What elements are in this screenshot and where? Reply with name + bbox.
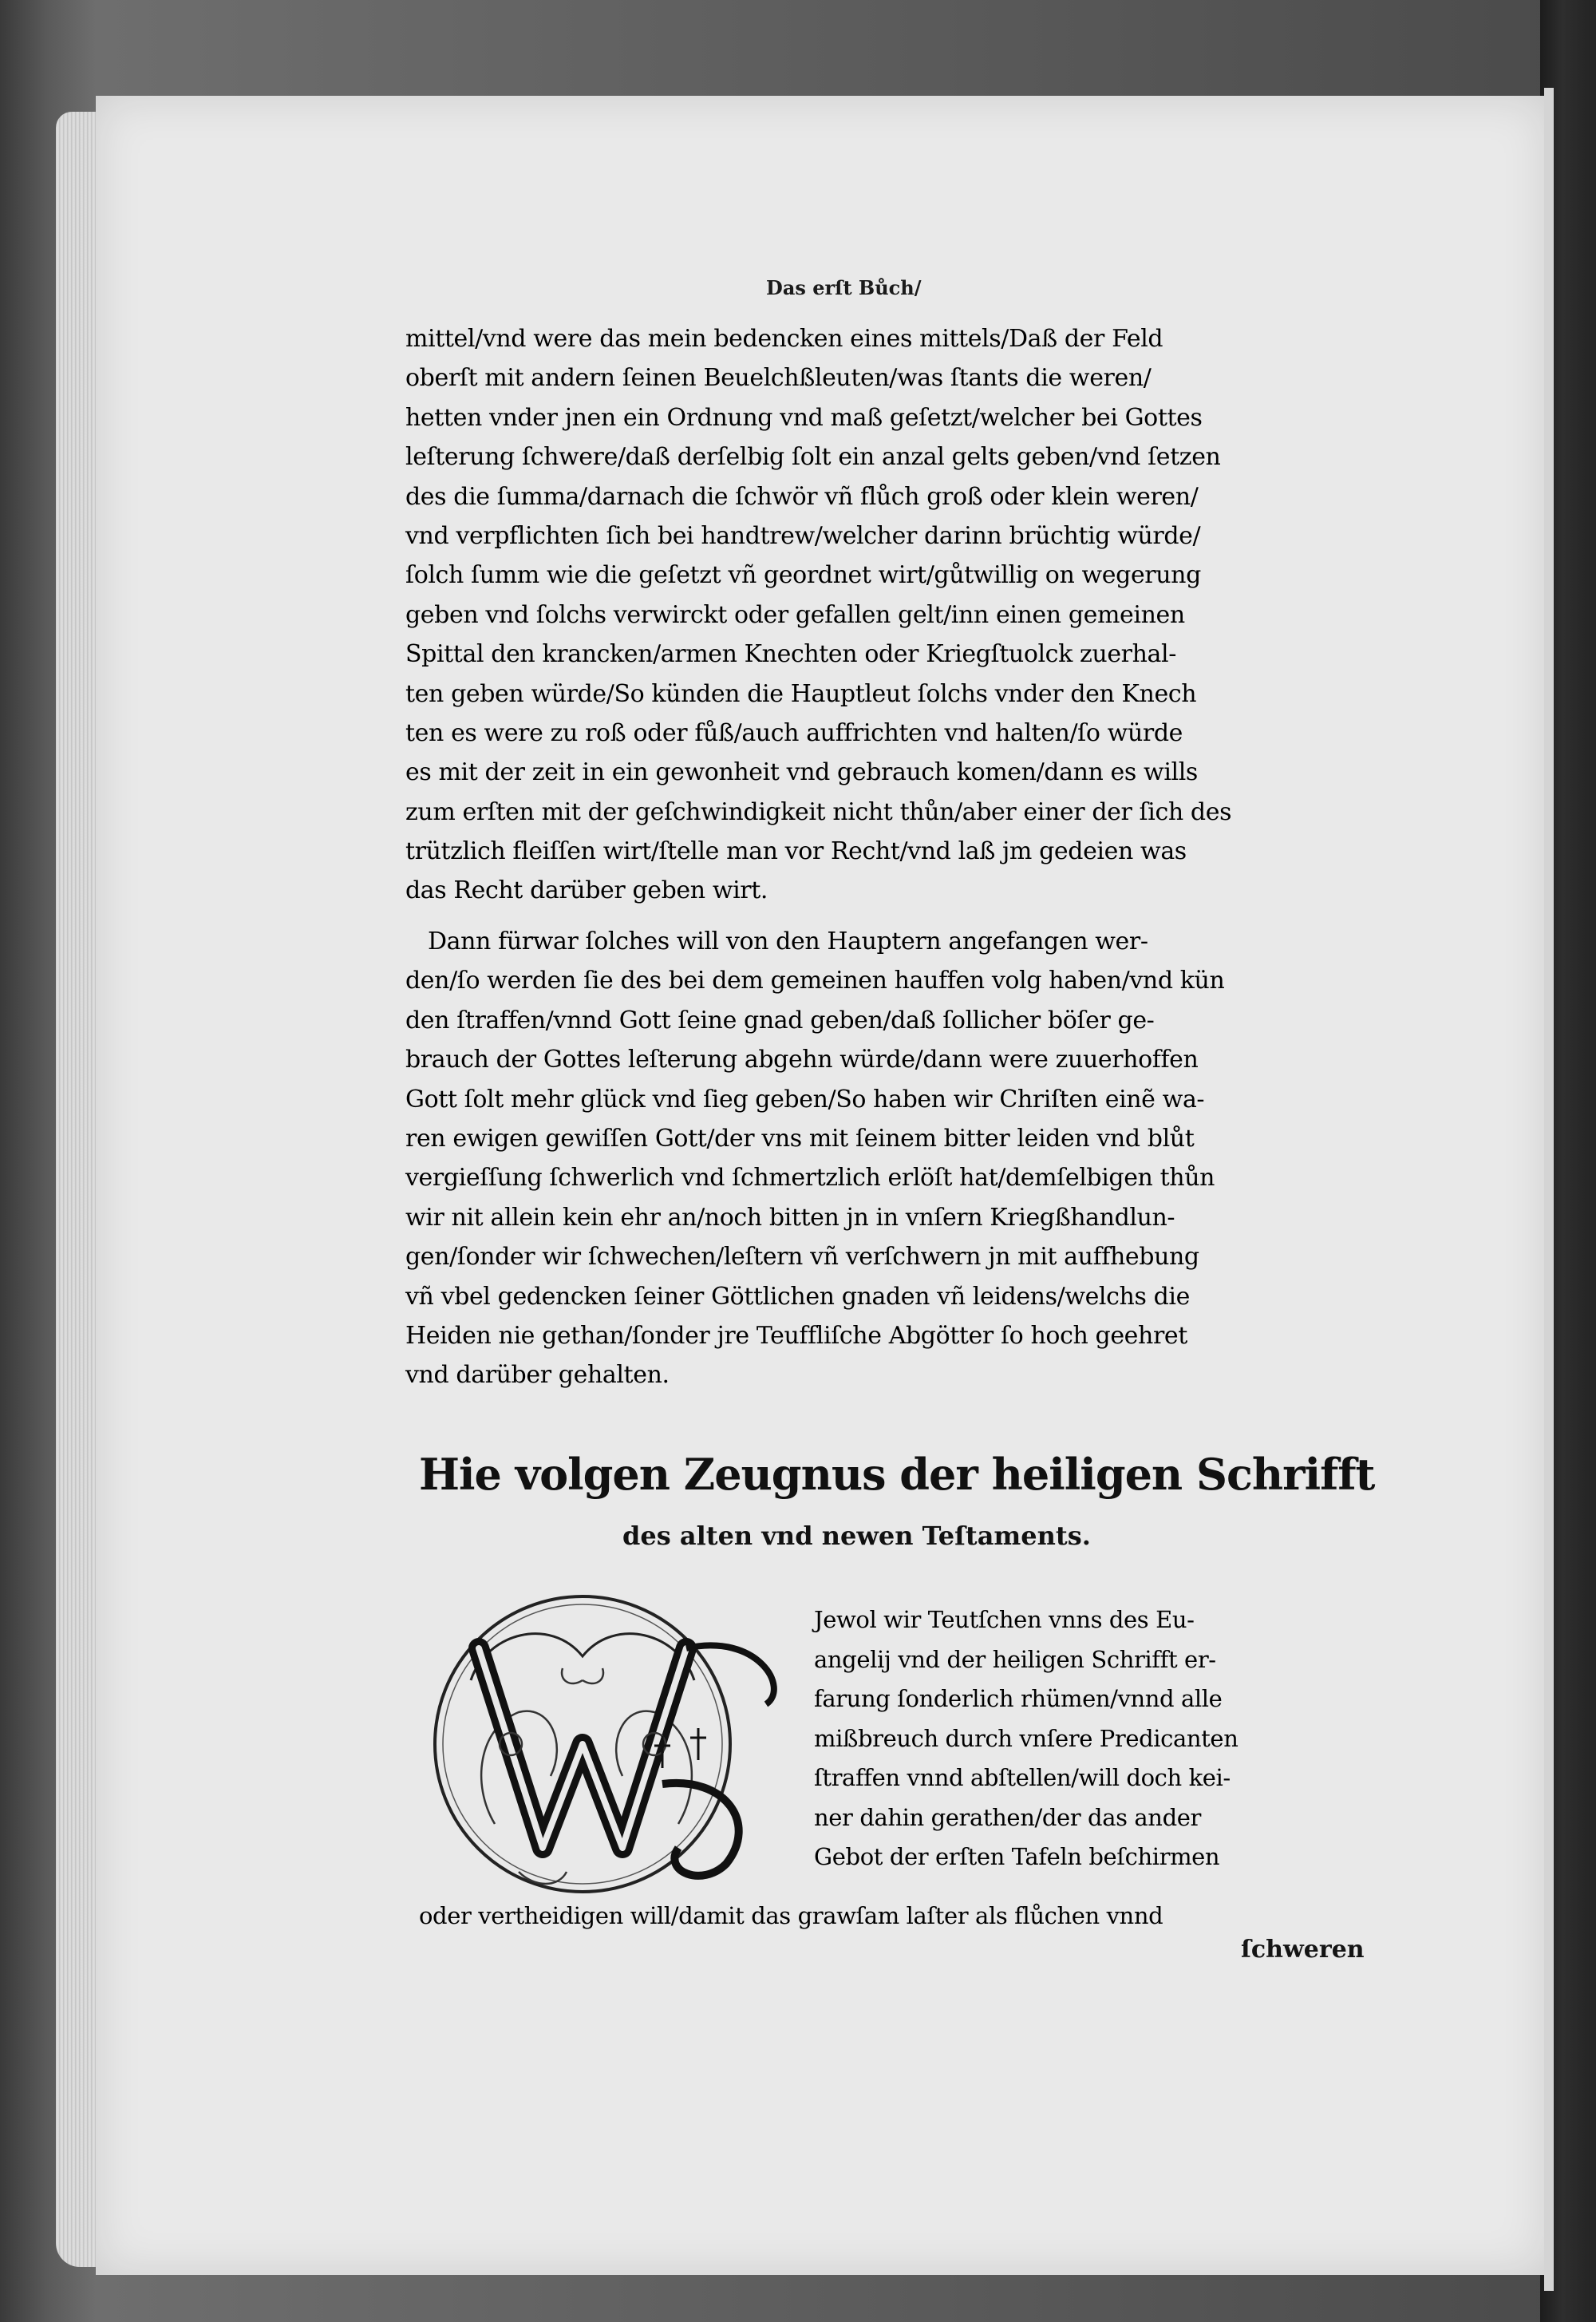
text-line: zum erſten mit der geſchwindigkeit nicht thůn/aber einer der ſich des: [405, 797, 1232, 826]
text-line: gen/ſonder wir ſchwechen/leſtern vñ verſchwern jn mit auffhebung: [405, 1243, 1199, 1272]
text-line: Gebot der erſten Tafeln beſchirmen: [814, 1843, 1220, 1870]
section-heading: Hie volgen Zeugnus der heiligen Schrifft: [419, 1449, 1375, 1500]
text-line: hetten vnder jnen ein Ordnung vnd maß geſetzt/welcher bei Gottes: [405, 403, 1203, 432]
text-line: wir nit allein kein ehr an/noch bitten jn in vnſern Kriegßhandlun-: [405, 1203, 1175, 1232]
text-line: farung ſonderlich rhümen/vnnd alle: [814, 1685, 1223, 1712]
decorated-initial: [423, 1584, 814, 1904]
text-line: Gott ſolt mehr glück vnd ſieg geben/So haben wir Chriſten einẽ wa-: [405, 1085, 1205, 1114]
text-line: es mit der zeit in ein gewonheit vnd gebrauch komen/dann es wills: [405, 758, 1198, 787]
text-line: mittel/vnd were das mein bedencken eines mittels/Daß der Feld: [405, 325, 1163, 353]
text-line: trützlich fleiſſen wirt/ſtelle man vor Recht/vnd laß jm gedeien was: [405, 837, 1187, 866]
text-line: Spittal den krancken/armen Knechten oder Kriegſtuolck zuerhal-: [405, 640, 1176, 669]
running-head: Das erſt Bůch/: [766, 276, 922, 299]
text-line: geben vnd ſolchs verwirckt oder gefallen gelt/inn einen gemeinen: [405, 600, 1185, 629]
text-line: leſterung ſchwere/daß derſelbig ſolt ein anzal gelts geben/vnd ſetzen: [405, 443, 1221, 472]
facing-page-edge: [1544, 88, 1554, 2291]
text-line: den/ſo werden ſie des bei dem gemeinen hauffen volg haben/vnd kün: [405, 967, 1225, 995]
text-line: ten es were zu roß oder fůß/auch auffrichten vnd halten/ſo würde: [405, 718, 1183, 747]
paragraph-1: [405, 319, 1347, 911]
text-line: den ſtraffen/vnnd Gott ſeine gnad geben/daß ſollicher böſer ge-: [405, 1006, 1155, 1034]
text-line: das Recht darüber geben wirt.: [405, 876, 768, 905]
text-line: oder vertheidigen will/damit das grawſam laſter als flůchen vnnd: [419, 1902, 1163, 1929]
paragraph-3-indented: [814, 1600, 1373, 1877]
text-line: oberſt mit andern ſeinen Beuelchßleuten/was ſtants die weren/: [405, 364, 1152, 393]
text-line: ten geben würde/So künden die Hauptleut ſolchs vnder den Knech: [405, 679, 1197, 708]
text-line: vnd darüber gehalten.: [405, 1361, 670, 1390]
initial-w-ornament: [423, 1584, 814, 1904]
text-line: angelij vnd der heiligen Schrifft er-: [814, 1645, 1216, 1673]
catchword: ſchweren: [1241, 1936, 1365, 1964]
text-line: des die ſumma/darnach die ſchwör vñ flůch groß oder klein weren/: [405, 482, 1199, 511]
text-line: ſolch ſumm wie die geſetzt vñ geordnet wirt/gůtwillig on wegerung: [405, 561, 1201, 590]
text-line: Jewol wir Teutſchen vnns des Eu-: [814, 1606, 1195, 1633]
paragraph-2: [405, 922, 1347, 1395]
text-line: ner dahin gerathen/der das ander: [814, 1803, 1201, 1831]
text-line: brauch der Gottes leſterung abgehn würde/dann were zuuerhoffen: [405, 1046, 1199, 1074]
text-line: Heiden nie gethan/ſonder jre Teuffliſche Abgötter ſo hoch geehret: [405, 1321, 1187, 1350]
text-line: mißbreuch durch vnſere Predicanten: [814, 1724, 1238, 1752]
text-line: vergieſſung ſchwerlich vnd ſchmertzlich erlöſt hat/demſelbigen thůn: [405, 1164, 1215, 1193]
text-line: vñ vbel gedencken ſeiner Göttlichen gnaden vñ leidens/welchs die: [405, 1282, 1190, 1311]
text-line: vnd verpflichten ſich bei handtrew/welcher darinn brüchtig würde/: [405, 521, 1201, 550]
text-line: ſtraffen vnnd abſtellen/will doch kei-: [814, 1764, 1231, 1791]
section-subheading: des alten vnd newen Teſtaments.: [622, 1521, 1091, 1551]
text-line: ren ewigen gewiſſen Gott/der vns mit ſeinem bitter leiden vnd blůt: [405, 1124, 1195, 1153]
text-line: Dann fürwar ſolches will von den Hauptern angefangen wer-: [428, 928, 1148, 955]
paragraph-3-continued: [419, 1896, 1377, 1936]
